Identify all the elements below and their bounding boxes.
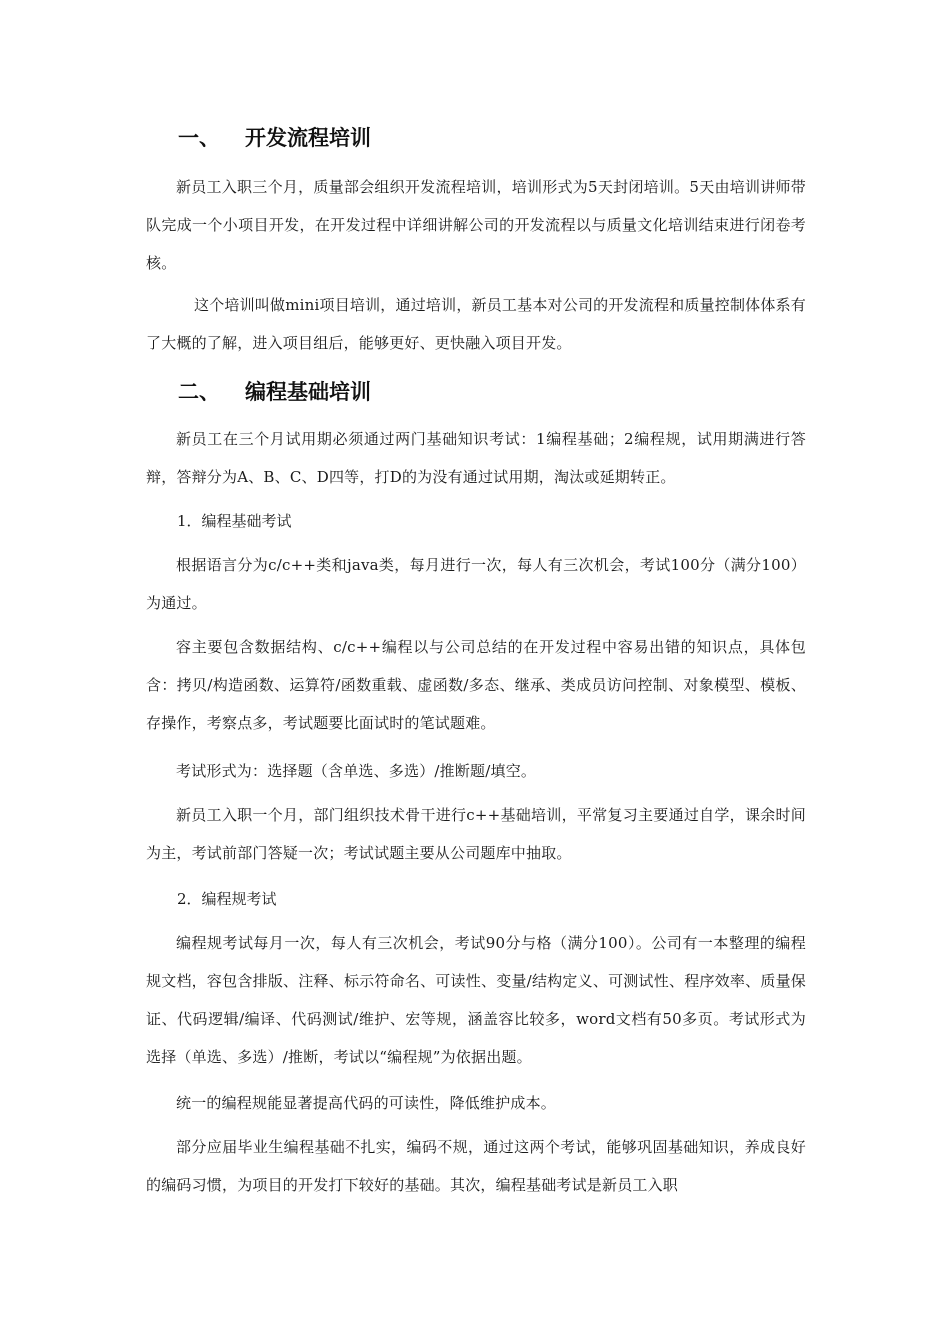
subsection-1-paragraph-4: 新员工入职一个月，部门组织技术骨干进行c++基础培训，平常复习主要通过自学，课余时间为主，考试前部门答疑一次；考试试题主要从公司题库中抽取。: [146, 806, 806, 862]
subsection-1-paragraph-3: 考试形式为：选择题（含单选、多选）/推断题/填空。: [176, 762, 537, 780]
subsection-1-paragraph-1: 根据语言分为c/c++类和java类，每月进行一次，每人有三次机会，考试100分（满分100）为通过。: [146, 556, 806, 612]
section-1-heading: [178, 122, 371, 152]
section-1-number: 一、: [178, 126, 220, 150]
section-1-paragraph-2: 这个培训叫做mini项目培训，通过培训，新员工基本对公司的开发流程和质量控制体体系有了大概的了解，进入项目组后，能够更好、更快融入项目开发。: [146, 296, 806, 352]
subsection-2-paragraph-3: 部分应届毕业生编程基础不扎实，编码不规，通过这两个考试，能够巩固基础知识，养成良好的编码习惯，为项目的开发打下较好的基础。其次，编程基础考试是新员工入职: [146, 1138, 806, 1194]
section-1-title: 开发流程培训: [245, 126, 371, 150]
section-2-title: 编程基础培训: [245, 380, 371, 404]
subsection-2-paragraph-2: 统一的编程规能显著提高代码的可读性，降低维护成本。: [176, 1094, 557, 1112]
subsection-2-title: 2．编程规考试: [177, 890, 277, 908]
subsection-1-paragraph-2: 容主要包含数据结构、c/c++编程以与公司总结的在开发过程中容易出错的知识点，具体包含：拷贝/构造函数、运算符/函数重载、虚函数/多态、继承、类成员访问控制、对象模型、模板、存操作，考察点多，考试题要比面试时的笔试题难。: [146, 638, 806, 732]
subsection-1-title: 1．编程基础考试: [177, 512, 292, 530]
section-2-heading: [178, 376, 371, 406]
section-2-number: 二、: [178, 380, 220, 404]
section-1-paragraph-1: 新员工入职三个月，质量部会组织开发流程培训，培训形式为5天封闭培训。5天由培训讲师带队完成一个小项目开发，在开发过程中详细讲解公司的开发流程以与质量文化培训结束进行闭卷考核。: [146, 178, 806, 272]
section-2-intro: 新员工在三个月试用期必须通过两门基础知识考试：1编程基础；2编程规，试用期满进行答辩，答辩分为A、B、C、D四等，打D的为没有通过试用期，淘汰或延期转正。: [146, 430, 806, 486]
subsection-2-paragraph-1: 编程规考试每月一次，每人有三次机会，考试90分与格（满分100）。公司有一本整理的编程规文档，容包含排版、注释、标示符命名、可读性、变量/结构定义、可测试性、程序效率、质量保证、代码逻辑/编译、代码测试/维护、宏等规，涵盖容比较多，word文档有50多页。考试形式为选择（单选、多选）/推断，考试以“编程规”为依据出题。: [146, 934, 806, 1066]
